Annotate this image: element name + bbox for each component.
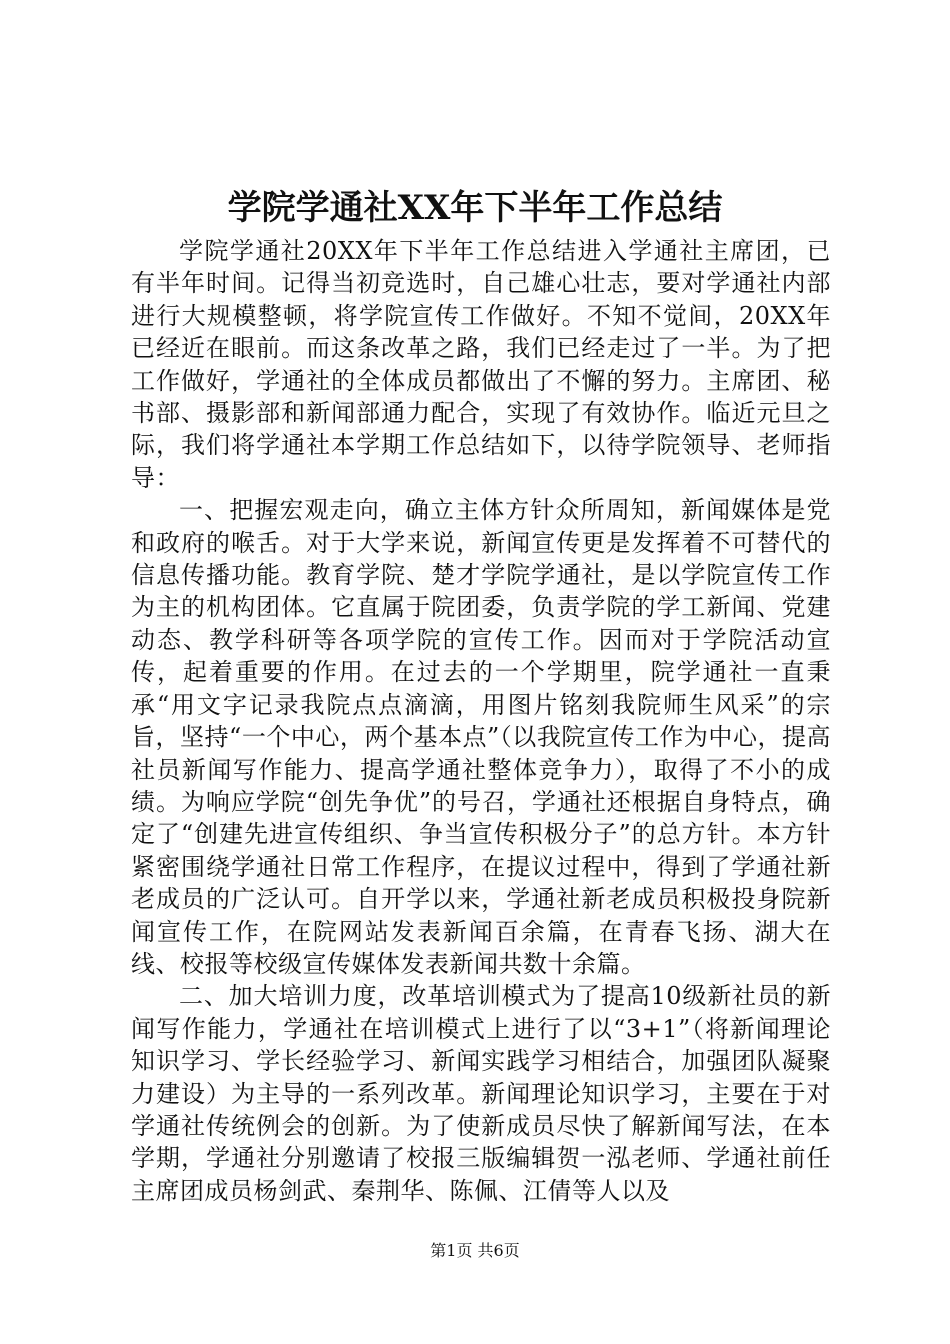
paragraph-section-one: 一、把握宏观走向，确立主体方针众所周知，新闻媒体是党和政府的喉舌。对于大学来说，新闻宣传更是发挥着不可替代的信息传播功能。教育学院、楚才学院学通社，是以学院宣传工作为主的机构团体。它直属于院团委，负责学院的学工新闻、党建动态、教学科研等各项学院的宣传工作。因而对于学院活动宣传，起着重要的作用。在过去的一个学期里，院学通社一直秉承“用文字记录我院点点滴滴，用图片铭刻我院师生风采”的宗旨，坚持“一个中心，两个基本点”（以我院宣传工作为中心，提高社员新闻写作能力、提高学通社整体竞争力），取得了不小的成绩。为响应学院“创先争优”的号召，学通社还根据自身特点，确定了“创建先进宣传组织、争当宣传积极分子”的总方针。本方针紧密围绕学通社日常工作程序，在提议过程中，得到了学通社新老成员的广泛认可。自开学以来，学通社新老成员积极投身院新闻宣传工作，在院网站发表新闻百余篇，在青春飞扬、湖大在线、校报等校级宣传媒体发表新闻共数十余篇。: [131, 496, 831, 978]
paragraph-intro: 学院学通社20XX年下半年工作总结进入学通社主席团，已有半年时间。记得当初竞选时，自己雄心壮志，要对学通社内部进行大规模整顿，将学院宣传工作做好。不知不觉间，20XX年已经近在眼前。而这条改革之路，我们已经走过了一半。为了把工作做好，学通社的全体成员都做出了不懈的努力。主席团、秘书部、摄影部和新闻部通力配合，实现了有效协作。临近元旦之际，我们将学通社本学期工作总结如下，以待学院领导、老师指导：: [131, 237, 831, 492]
page-footer: 第1页 共6页: [430, 1241, 520, 1260]
paragraph-section-two: 二、加大培训力度，改革培训模式为了提高10级新社员的新闻写作能力，学通社在培训模式上进行了以“3+1”（将新闻理论知识学习、学长经验学习、新闻实践学习相结合，加强团队凝聚力建设）为主导的一系列改革。新闻理论知识学习，主要在于对学通社传统例会的创新。为了使新成员尽快了解新闻写法，在本学期，学通社分别邀请了校报三版编辑贺一泓老师、学通社前任主席团成员杨剑武、秦荆华、陈佩、江倩等人以及: [131, 982, 831, 1205]
document-title: 学院学通社XX年下半年工作总结: [227, 188, 723, 228]
document-body: [131, 235, 831, 1207]
